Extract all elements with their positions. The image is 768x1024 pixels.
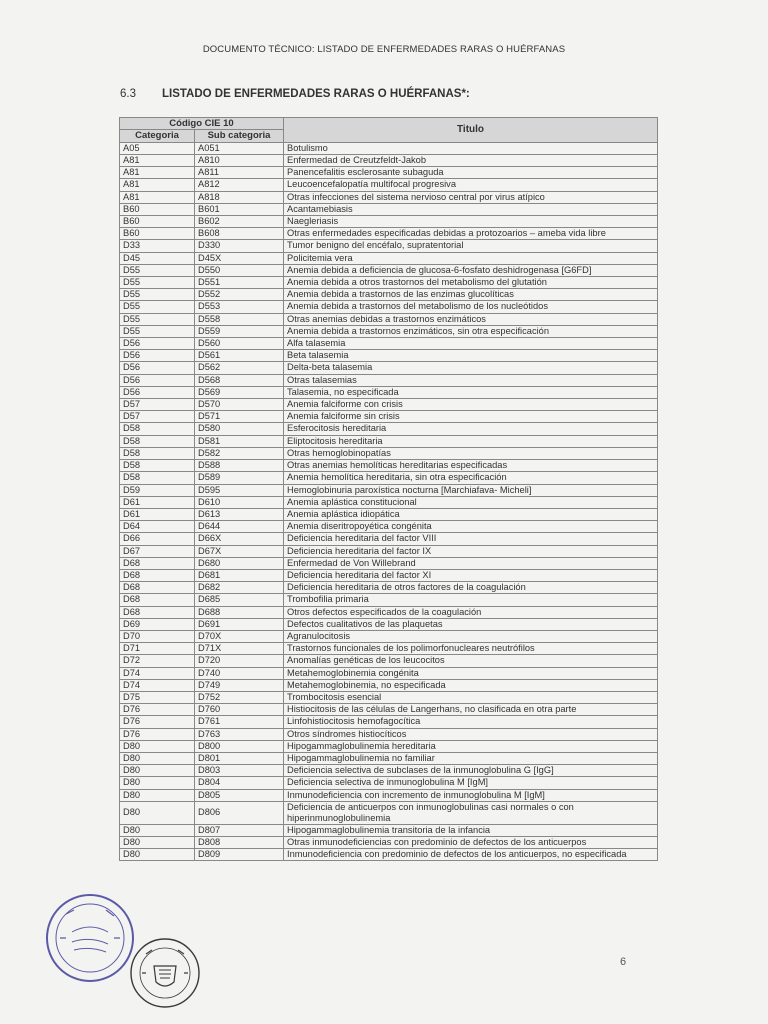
table-row: [120, 179, 658, 191]
cell-subcategoria: A810: [195, 155, 284, 167]
table-row: [120, 582, 658, 594]
cell-titulo: Anemia falciforme con crisis: [284, 399, 658, 411]
page-number: 6: [620, 956, 627, 968]
cell-subcategoria: D720: [195, 655, 284, 667]
cell-categoria: D68: [120, 569, 195, 581]
cell-titulo: Leucoencefalopatía multifocal progresiva: [284, 179, 658, 191]
cell-titulo: Enfermedad de Von Willebrand: [284, 557, 658, 569]
table-row: [120, 643, 658, 655]
cell-titulo: Anemia aplástica idiopática: [284, 508, 658, 520]
cell-categoria: A05: [120, 142, 195, 154]
table-row: [120, 765, 658, 777]
table-row: [120, 264, 658, 276]
cell-categoria: D80: [120, 849, 195, 861]
cell-titulo: Deficiencia hereditaria de otros factores de la coagulación: [284, 582, 658, 594]
cell-titulo: Delta-beta talasemia: [284, 362, 658, 374]
cell-titulo: Deficiencia hereditaria del factor VIII: [284, 533, 658, 545]
cell-subcategoria: D804: [195, 777, 284, 789]
section-title: LISTADO DE ENFERMEDADES RARAS O HUÉRFANAS*:: [162, 88, 470, 100]
cell-subcategoria: B602: [195, 216, 284, 228]
cell-categoria: D74: [120, 667, 195, 679]
table-row: [120, 824, 658, 836]
cell-subcategoria: D561: [195, 350, 284, 362]
document-header: DOCUMENTO TÉCNICO: LISTADO DE ENFERMEDADES RARAS O HUÉRFANAS: [202, 44, 566, 55]
table-row: [120, 216, 658, 228]
cell-titulo: Hipogammaglobulinemia hereditaria: [284, 740, 658, 752]
table-row: [120, 289, 658, 301]
cell-categoria: D56: [120, 374, 195, 386]
table-row: [120, 386, 658, 398]
ministry-seal-emblem: [128, 936, 202, 1015]
cell-categoria: D67: [120, 545, 195, 557]
cell-categoria: D58: [120, 447, 195, 459]
cell-titulo: Anemia falciforme sin crisis: [284, 411, 658, 423]
cell-categoria: D58: [120, 435, 195, 447]
table-row: [120, 240, 658, 252]
cell-titulo: Trastornos funcionales de los polimorfonucleares neutrófilos: [284, 643, 658, 655]
cell-categoria: D61: [120, 496, 195, 508]
cell-titulo: Panencefalitis esclerosante subaguda: [284, 167, 658, 179]
table-row: [120, 496, 658, 508]
group-header-cie10: Código CIE 10: [120, 118, 284, 130]
cell-subcategoria: A812: [195, 179, 284, 191]
cell-subcategoria: D70X: [195, 630, 284, 642]
cell-titulo: Inmunodeficiencia con predominio de defectos de los anticuerpos, no especificada: [284, 849, 658, 861]
table-row: [120, 533, 658, 545]
cell-subcategoria: D560: [195, 338, 284, 350]
section-heading: [120, 88, 470, 100]
cell-categoria: D70: [120, 630, 195, 642]
cell-titulo: Hipogammaglobulinemia no familiar: [284, 752, 658, 764]
table-row: [120, 618, 658, 630]
table-row: [120, 691, 658, 703]
cell-categoria: D45: [120, 252, 195, 264]
cell-subcategoria: B601: [195, 203, 284, 215]
cell-subcategoria: B608: [195, 228, 284, 240]
cell-titulo: Defectos cualitativos de las plaquetas: [284, 618, 658, 630]
cell-subcategoria: A818: [195, 191, 284, 203]
table-row: [120, 569, 658, 581]
cell-categoria: D76: [120, 716, 195, 728]
cell-categoria: D59: [120, 484, 195, 496]
cell-categoria: D55: [120, 289, 195, 301]
cell-subcategoria: D807: [195, 824, 284, 836]
cell-subcategoria: D569: [195, 386, 284, 398]
cell-categoria: D71: [120, 643, 195, 655]
cell-titulo: Anemia debida a deficiencia de glucosa-6-fosfato deshidrogenasa [G6FD]: [284, 264, 658, 276]
table-row: [120, 594, 658, 606]
cell-categoria: D55: [120, 325, 195, 337]
cell-titulo: Deficiencia selectiva de inmunoglobulina M [IgM]: [284, 777, 658, 789]
cell-titulo: Anemia debida a trastornos enzimáticos, sin otra especificación: [284, 325, 658, 337]
cell-categoria: B60: [120, 216, 195, 228]
cell-subcategoria: D740: [195, 667, 284, 679]
cell-titulo: Deficiencia hereditaria del factor IX: [284, 545, 658, 557]
table-row: [120, 447, 658, 459]
cell-subcategoria: D330: [195, 240, 284, 252]
table-row: [120, 704, 658, 716]
cell-subcategoria: D595: [195, 484, 284, 496]
cell-categoria: D68: [120, 594, 195, 606]
cell-titulo: Anemia hemolítica hereditaria, sin otra especificación: [284, 472, 658, 484]
cell-subcategoria: D571: [195, 411, 284, 423]
cell-subcategoria: D589: [195, 472, 284, 484]
cell-titulo: Policitemia vera: [284, 252, 658, 264]
cell-categoria: D74: [120, 679, 195, 691]
cell-titulo: Otras anemias hemolíticas hereditarias especificadas: [284, 460, 658, 472]
cell-subcategoria: D562: [195, 362, 284, 374]
cell-subcategoria: D644: [195, 521, 284, 533]
table-row: [120, 521, 658, 533]
cell-categoria: D76: [120, 728, 195, 740]
cell-subcategoria: D808: [195, 836, 284, 848]
cell-subcategoria: D610: [195, 496, 284, 508]
cell-subcategoria: D558: [195, 313, 284, 325]
cell-categoria: D80: [120, 836, 195, 848]
cell-titulo: Talasemia, no especificada: [284, 386, 658, 398]
table-row: [120, 789, 658, 801]
table-row: [120, 301, 658, 313]
table-row: [120, 630, 658, 642]
table-row: [120, 142, 658, 154]
cell-titulo: Deficiencia hereditaria del factor XI: [284, 569, 658, 581]
cell-categoria: A81: [120, 167, 195, 179]
cell-titulo: Anemia debida a trastornos de las enzimas glucolíticas: [284, 289, 658, 301]
cell-categoria: D80: [120, 824, 195, 836]
cell-categoria: D55: [120, 301, 195, 313]
cell-categoria: D56: [120, 350, 195, 362]
cell-subcategoria: D581: [195, 435, 284, 447]
table-row: [120, 836, 658, 848]
cell-titulo: Anemia diseritropoyética congénita: [284, 521, 658, 533]
table-row: [120, 740, 658, 752]
ministry-seal-stamp: [44, 892, 136, 989]
diseases-table: [119, 117, 658, 861]
cell-categoria: D55: [120, 313, 195, 325]
table-row: [120, 350, 658, 362]
table-row: [120, 472, 658, 484]
table-row: [120, 155, 658, 167]
cell-categoria: B60: [120, 203, 195, 215]
cell-subcategoria: D613: [195, 508, 284, 520]
cell-titulo: Linfohistiocitosis hemofagocítica: [284, 716, 658, 728]
cell-subcategoria: D800: [195, 740, 284, 752]
cell-categoria: D80: [120, 765, 195, 777]
cell-titulo: Agranulocitosis: [284, 630, 658, 642]
table-row: [120, 460, 658, 472]
cell-subcategoria: D685: [195, 594, 284, 606]
table-row: [120, 362, 658, 374]
cell-subcategoria: D763: [195, 728, 284, 740]
cell-subcategoria: D588: [195, 460, 284, 472]
table-row: [120, 411, 658, 423]
cell-subcategoria: D760: [195, 704, 284, 716]
cell-categoria: D72: [120, 655, 195, 667]
cell-subcategoria: D680: [195, 557, 284, 569]
table-row: [120, 167, 658, 179]
table-row: [120, 374, 658, 386]
cell-categoria: A81: [120, 155, 195, 167]
table-row: [120, 728, 658, 740]
cell-subcategoria: A811: [195, 167, 284, 179]
table-row: [120, 338, 658, 350]
cell-categoria: D80: [120, 740, 195, 752]
cell-titulo: Otras hemoglobinopatías: [284, 447, 658, 459]
cell-subcategoria: D682: [195, 582, 284, 594]
table-body: [120, 142, 658, 861]
table-row: [120, 423, 658, 435]
cell-subcategoria: D803: [195, 765, 284, 777]
cell-titulo: Metahemoglobinemia, no especificada: [284, 679, 658, 691]
cell-titulo: Esferocitosis hereditaria: [284, 423, 658, 435]
cell-subcategoria: D801: [195, 752, 284, 764]
cell-subcategoria: D45X: [195, 252, 284, 264]
table-row: [120, 484, 658, 496]
cell-subcategoria: D761: [195, 716, 284, 728]
cell-subcategoria: A051: [195, 142, 284, 154]
table-row: [120, 435, 658, 447]
cell-subcategoria: D551: [195, 277, 284, 289]
cell-subcategoria: D568: [195, 374, 284, 386]
table-row: [120, 277, 658, 289]
cell-titulo: Acantamebiasis: [284, 203, 658, 215]
cell-subcategoria: D552: [195, 289, 284, 301]
cell-subcategoria: D559: [195, 325, 284, 337]
cell-titulo: Anemia debida a otros trastornos del metabolismo del glutatión: [284, 277, 658, 289]
cell-categoria: D56: [120, 338, 195, 350]
cell-titulo: Anemia debida a trastornos del metabolismo de los nucleótidos: [284, 301, 658, 313]
cell-titulo: Otras infecciones del sistema nervioso central por virus atípico: [284, 191, 658, 203]
cell-subcategoria: D681: [195, 569, 284, 581]
cell-titulo: Otras inmunodeficiencias con predominio de defectos de los anticuerpos: [284, 836, 658, 848]
cell-subcategoria: D582: [195, 447, 284, 459]
cell-categoria: D58: [120, 423, 195, 435]
cell-categoria: D58: [120, 460, 195, 472]
cell-categoria: D56: [120, 362, 195, 374]
cell-subcategoria: D688: [195, 606, 284, 618]
table-row: [120, 667, 658, 679]
cell-titulo: Naegleriasis: [284, 216, 658, 228]
cell-categoria: B60: [120, 228, 195, 240]
table-row: [120, 606, 658, 618]
cell-subcategoria: D806: [195, 801, 284, 824]
cell-subcategoria: D580: [195, 423, 284, 435]
table-row: [120, 325, 658, 337]
cell-titulo: Otras talasemias: [284, 374, 658, 386]
column-header-titulo: Titulo: [284, 118, 658, 143]
cell-titulo: Botulismo: [284, 142, 658, 154]
cell-categoria: D64: [120, 521, 195, 533]
cell-categoria: D61: [120, 508, 195, 520]
table-row: [120, 545, 658, 557]
cell-categoria: D80: [120, 801, 195, 824]
table-row: [120, 313, 658, 325]
table-row: [120, 752, 658, 764]
cell-titulo: Eliptocitosis hereditaria: [284, 435, 658, 447]
cell-categoria: D68: [120, 557, 195, 569]
cell-categoria: A81: [120, 191, 195, 203]
cell-titulo: Trombocitosis esencial: [284, 691, 658, 703]
cell-titulo: Otras enfermedades especificadas debidas a protozoarios – ameba vida libre: [284, 228, 658, 240]
cell-titulo: Metahemoglobinemia congénita: [284, 667, 658, 679]
cell-categoria: D57: [120, 399, 195, 411]
cell-categoria: D80: [120, 789, 195, 801]
table-row: [120, 508, 658, 520]
column-header-subcategoria: Sub categoria: [195, 130, 284, 142]
cell-titulo: Deficiencia de anticuerpos con inmunoglobulinas casi normales o con hiperinmunoglobulinemia: [284, 801, 658, 824]
table-row: [120, 228, 658, 240]
table-row: [120, 801, 658, 824]
cell-titulo: Deficiencia selectiva de subclases de la inmunoglobulina G [IgG]: [284, 765, 658, 777]
cell-categoria: A81: [120, 179, 195, 191]
cell-categoria: D57: [120, 411, 195, 423]
table-row: [120, 252, 658, 264]
cell-subcategoria: D67X: [195, 545, 284, 557]
cell-subcategoria: D553: [195, 301, 284, 313]
cell-titulo: Anemia aplástica constitucional: [284, 496, 658, 508]
cell-categoria: D56: [120, 386, 195, 398]
cell-categoria: D55: [120, 277, 195, 289]
table-row: [120, 716, 658, 728]
cell-titulo: Enfermedad de Creutzfeldt-Jakob: [284, 155, 658, 167]
cell-subcategoria: D809: [195, 849, 284, 861]
cell-subcategoria: D691: [195, 618, 284, 630]
table-row: [120, 655, 658, 667]
cell-titulo: Alfa talasemia: [284, 338, 658, 350]
cell-titulo: Anomalías genéticas de los leucocitos: [284, 655, 658, 667]
table-row: [120, 557, 658, 569]
cell-categoria: D68: [120, 606, 195, 618]
table-row: [120, 399, 658, 411]
table-row: [120, 203, 658, 215]
cell-categoria: D66: [120, 533, 195, 545]
cell-subcategoria: D550: [195, 264, 284, 276]
cell-subcategoria: D570: [195, 399, 284, 411]
cell-categoria: D75: [120, 691, 195, 703]
cell-subcategoria: D66X: [195, 533, 284, 545]
cell-categoria: D80: [120, 777, 195, 789]
table-row: [120, 679, 658, 691]
cell-titulo: Hemoglobinuria paroxística nocturna [Marchiafava- Micheli]: [284, 484, 658, 496]
cell-titulo: Otros defectos especificados de la coagulación: [284, 606, 658, 618]
cell-categoria: D55: [120, 264, 195, 276]
column-header-categoria: Categoria: [120, 130, 195, 142]
cell-titulo: Histiocitosis de las células de Langerhans, no clasificada en otra parte: [284, 704, 658, 716]
cell-subcategoria: D71X: [195, 643, 284, 655]
table-row: [120, 191, 658, 203]
cell-titulo: Beta talasemia: [284, 350, 658, 362]
cell-categoria: D76: [120, 704, 195, 716]
cell-titulo: Otras anemias debidas a trastornos enzimáticos: [284, 313, 658, 325]
cell-titulo: Hipogammaglobulinemia transitoria de la infancia: [284, 824, 658, 836]
cell-titulo: Otros síndromes histiocíticos: [284, 728, 658, 740]
cell-categoria: D68: [120, 582, 195, 594]
cell-categoria: D80: [120, 752, 195, 764]
cell-titulo: Trombofilia primaria: [284, 594, 658, 606]
cell-titulo: Inmunodeficiencia con incremento de inmunoglobulina M [IgM]: [284, 789, 658, 801]
cell-subcategoria: D805: [195, 789, 284, 801]
table-row: [120, 849, 658, 861]
section-number: 6.3: [120, 88, 136, 100]
cell-categoria: D33: [120, 240, 195, 252]
cell-categoria: D69: [120, 618, 195, 630]
cell-subcategoria: D752: [195, 691, 284, 703]
cell-titulo: Tumor benigno del encéfalo, supratentorial: [284, 240, 658, 252]
cell-categoria: D58: [120, 472, 195, 484]
table-row: [120, 777, 658, 789]
cell-subcategoria: D749: [195, 679, 284, 691]
